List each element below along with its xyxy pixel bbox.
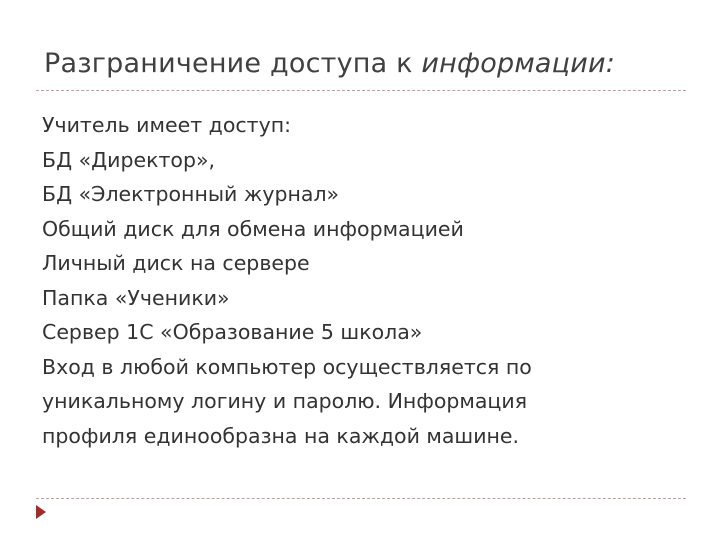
body-line: уникальному логину и паролю. Информация — [42, 389, 528, 413]
slide-title-italic: информации: — [421, 48, 616, 79]
body-line: БД «Директор», — [42, 147, 216, 172]
body-line: профиля единообразна на каждой машине. — [42, 423, 520, 448]
footer-divider — [36, 498, 686, 499]
body-line: Папка «Ученики» — [42, 285, 230, 310]
body-line: Вход в любой компьютер осуществляется по — [42, 354, 532, 379]
body-line: БД «Электронный журнал» — [42, 182, 340, 206]
body-line: Личный диск на сервере — [42, 251, 310, 275]
triangle-arrow-icon — [36, 505, 46, 519]
body-line: Сервер 1С «Образование 5 школа» — [42, 320, 423, 344]
slide-title-plain: Разграничение доступа к — [44, 48, 422, 79]
slide-body — [42, 108, 642, 453]
slide-title — [44, 46, 615, 82]
title-divider — [36, 90, 686, 91]
body-line: Учитель имеет доступ: — [42, 113, 292, 137]
body-line: Общий диск для обмена информацией — [42, 216, 464, 241]
